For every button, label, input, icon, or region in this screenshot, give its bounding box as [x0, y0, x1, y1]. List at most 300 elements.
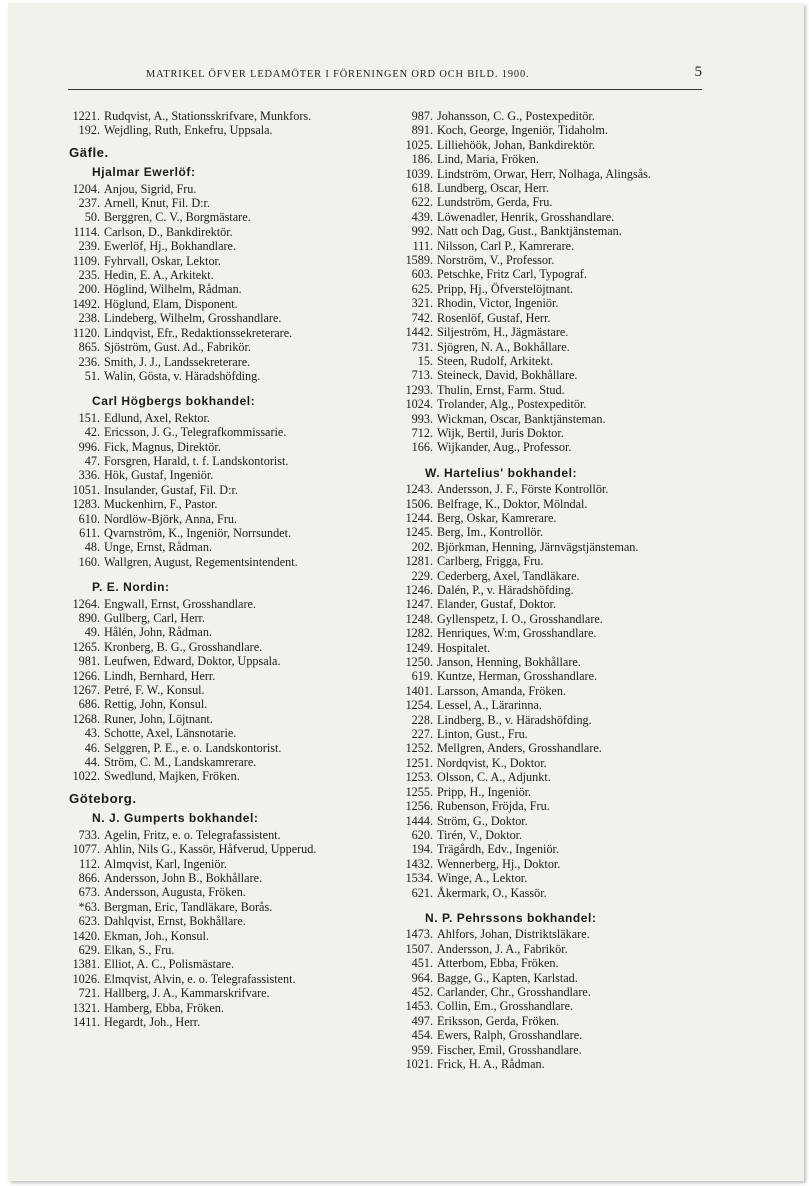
member-number: 111.	[412, 238, 433, 253]
member-name: Rubenson, Fröjda, Fru.	[437, 799, 550, 814]
member-name: Löwenadler, Henrik, Grosshandlare.	[437, 209, 615, 224]
member-entry	[402, 383, 702, 397]
member-number: 866.	[78, 870, 100, 885]
member-name: Rhodin, Victor, Ingeniör.	[437, 296, 559, 311]
member-entry	[402, 1043, 702, 1057]
member-entry	[402, 942, 702, 956]
member-entry	[402, 1014, 702, 1028]
member-number: 1401.	[405, 683, 433, 698]
member-entry	[69, 697, 374, 711]
member-entry	[69, 196, 374, 210]
member-entry	[69, 369, 374, 383]
member-name: Carlander, Chr., Grosshandlare.	[437, 984, 591, 999]
bookshop-heading: P. E. Nordin:	[92, 580, 170, 595]
member-number: 1025.	[405, 137, 433, 152]
member-name: Lindqvist, Efr., Redaktionssekreterare.	[104, 325, 293, 340]
member-entry	[69, 755, 374, 769]
member-entry	[402, 597, 702, 611]
member-name: Carlson, D., Bankdirektör.	[104, 224, 233, 239]
member-number: 959.	[411, 1042, 433, 1057]
member-entry	[69, 182, 374, 196]
member-entry	[402, 886, 702, 900]
member-name: Frick, H. A., Rådman.	[437, 1057, 545, 1071]
member-name: Kuntze, Herman, Grosshandlare.	[437, 669, 598, 684]
member-name: Lindeberg, Wilhelm, Grosshandlare.	[104, 311, 282, 326]
member-name: Lindström, Orwar, Herr, Nolhaga, Alingsås.	[437, 166, 651, 181]
member-name: Berg, Oskar, Kamrerare.	[437, 510, 557, 525]
member-number: 1021.	[405, 1057, 433, 1071]
member-number: 620.	[411, 827, 433, 842]
member-name: Fyhrvall, Oskar, Lektor.	[104, 253, 221, 268]
member-number: 610.	[78, 511, 100, 526]
member-name: Henriques, W:m, Grosshandlare.	[437, 626, 597, 641]
member-number: 673.	[78, 885, 100, 900]
member-number: 1267.	[72, 683, 100, 698]
member-name: Eriksson, Gerda, Fröken.	[437, 1013, 560, 1028]
member-name: Tirén, V., Doktor.	[437, 827, 523, 842]
member-entry	[402, 871, 702, 885]
member-entry	[402, 583, 702, 597]
member-number: 1251.	[405, 755, 433, 770]
member-number: 321.	[411, 296, 433, 311]
member-entry	[69, 625, 374, 639]
member-number: 151.	[78, 410, 100, 425]
member-number: 50.	[84, 210, 100, 225]
member-name: Arnell, Knut, Fil. D:r.	[104, 196, 210, 211]
member-name: Ström, G., Doktor.	[437, 813, 528, 828]
member-name: Trolander, Alg., Postexpeditör.	[437, 397, 587, 412]
member-entry	[402, 482, 702, 496]
member-entry	[69, 957, 374, 971]
member-number: 235.	[78, 268, 100, 283]
member-name: Höglind, Wilhelm, Rådman.	[104, 282, 242, 297]
member-entry	[69, 986, 374, 1000]
member-name: Larsson, Amanda, Fröken.	[437, 683, 566, 698]
member-number: 1507.	[405, 941, 433, 956]
right-column	[402, 109, 702, 1071]
member-name: Cederberg, Axel, Tandläkare.	[437, 568, 580, 583]
member-name: Elmqvist, Alvin, e. o. Telegrafassistent.	[104, 971, 296, 986]
member-name: Steen, Rudolf, Arkitekt.	[437, 353, 554, 368]
member-entry	[402, 282, 702, 296]
member-number: 439.	[411, 209, 433, 224]
member-number: 1109.	[73, 253, 100, 268]
member-number: 1256.	[405, 799, 433, 814]
member-number: 686.	[78, 697, 100, 712]
member-number: 43.	[84, 726, 100, 741]
member-entry	[69, 769, 374, 783]
member-name: Ericsson, J. G., Telegrafkommissarie.	[104, 425, 287, 440]
member-name: Rudqvist, A., Stationsskrifvare, Munkfors.	[104, 109, 312, 123]
member-name: Fick, Magnus, Direktör.	[104, 439, 221, 454]
member-entry	[402, 181, 702, 195]
member-entry	[69, 425, 374, 439]
member-number: 1051.	[72, 482, 100, 497]
member-entry	[402, 340, 702, 354]
member-number: 1253.	[405, 770, 433, 785]
member-entry	[69, 726, 374, 740]
member-number: 47.	[84, 453, 100, 468]
member-name: Norström, V., Professor.	[437, 253, 555, 268]
member-number: 865.	[78, 340, 100, 355]
member-name: Steineck, David, Bokhållare.	[437, 368, 578, 383]
member-entry	[69, 1001, 374, 1015]
member-name: Nordlöw-Björk, Anna, Fru.	[104, 511, 238, 526]
member-number: 731.	[411, 339, 433, 354]
member-entry	[69, 512, 374, 526]
member-number: 964.	[411, 970, 433, 985]
member-entry	[69, 355, 374, 369]
member-number: 1255.	[405, 784, 433, 799]
member-number: 1221.	[72, 109, 100, 123]
member-entry	[69, 741, 374, 755]
member-name: Schotte, Axel, Länsnotarie.	[104, 726, 237, 741]
member-entry	[402, 210, 702, 224]
member-entry	[69, 885, 374, 899]
member-number: 1589.	[405, 253, 433, 268]
member-number: 452.	[411, 984, 433, 999]
member-entry	[69, 611, 374, 625]
member-name: Lundberg, Oscar, Herr.	[437, 181, 549, 196]
member-name: Hallberg, J. A., Kammarskrifvare.	[104, 986, 270, 1001]
member-name: Agelin, Fritz, e. o. Telegrafassistent.	[104, 827, 281, 842]
member-name: Ewerlöf, Hj., Bokhandlare.	[104, 239, 236, 254]
member-number: 236.	[78, 354, 100, 369]
member-name: Walin, Gösta, v. Häradshöfding.	[104, 368, 261, 383]
member-name: Gullberg, Carl, Herr.	[104, 611, 205, 625]
member-number: 336.	[78, 468, 100, 483]
member-number: 166.	[411, 440, 433, 455]
member-name: Forsgren, Harald, t. f. Landskontorist.	[104, 453, 289, 468]
member-name: Elliot, A. C., Polismästare.	[104, 957, 234, 972]
member-name: Sjöström, Gust. Ad., Fabrikör.	[104, 340, 251, 355]
member-number: 1381.	[72, 957, 100, 972]
member-name: Thulin, Ernst, Farm. Stud.	[437, 382, 565, 397]
member-entry	[402, 397, 702, 411]
member-entry	[69, 468, 374, 482]
member-name: Siljeström, H., Jägmästare.	[437, 325, 569, 340]
member-entry	[402, 641, 702, 655]
member-name: Olsson, C. A., Adjunkt.	[437, 770, 551, 785]
member-number: 1250.	[405, 655, 433, 670]
member-name: Lind, Maria, Fröken.	[437, 152, 539, 167]
member-name: Andersson, J. F., Förste Kontrollör.	[437, 482, 609, 497]
member-entry	[402, 684, 702, 698]
member-entry	[69, 340, 374, 354]
member-name: Ekman, Joh., Konsul.	[104, 928, 209, 943]
bookshop-heading: N. P. Pehrssons bokhandel:	[425, 910, 597, 925]
member-entry	[402, 999, 702, 1013]
member-name: Carlberg, Frigga, Fru.	[437, 554, 544, 569]
member-number: 1492.	[72, 296, 100, 311]
member-entry	[402, 195, 702, 209]
member-number: 1120.	[73, 325, 100, 340]
member-name: Fischer, Emil, Grosshandlare.	[437, 1042, 582, 1057]
member-entry	[69, 210, 374, 224]
member-number: 48.	[84, 540, 100, 555]
member-name: Andersson, J. A., Fabrikör.	[437, 941, 568, 956]
member-name: Hök, Gustaf, Ingeniör.	[104, 468, 214, 483]
member-number: 890.	[78, 611, 100, 625]
member-name: Wickman, Oscar, Banktjänsteman.	[437, 411, 606, 426]
member-number: 1281.	[405, 554, 433, 569]
member-name: Muckenhirn, F., Pastor.	[104, 497, 218, 512]
member-name: Smith, J. J., Landssekreterare.	[104, 354, 251, 369]
bookshop-heading: N. J. Gumperts bokhandel:	[92, 811, 259, 826]
member-number: 623.	[78, 914, 100, 929]
member-number: 1420.	[72, 928, 100, 943]
member-name: Koch, George, Ingeniör, Tidaholm.	[437, 123, 608, 138]
member-name: Runer, John, Löjtnant.	[104, 711, 213, 726]
member-entry	[402, 956, 702, 970]
member-number: 1268.	[72, 711, 100, 726]
member-name: Wijkander, Aug., Professor.	[437, 440, 572, 455]
member-number: 1246.	[405, 583, 433, 597]
member-entry	[69, 282, 374, 296]
member-entry	[402, 741, 702, 755]
member-number: 451.	[411, 956, 433, 971]
member-name: Nordqvist, K., Doktor.	[437, 755, 547, 770]
member-entry	[69, 669, 374, 683]
member-entry	[402, 1057, 702, 1071]
member-entry	[69, 828, 374, 842]
member-entry	[402, 354, 702, 368]
member-entry	[402, 525, 702, 539]
member-entry	[402, 109, 702, 123]
member-number: 622.	[411, 195, 433, 210]
member-name: Swedlund, Majken, Fröken.	[104, 769, 240, 784]
member-name: Höglund, Elam, Disponent.	[104, 296, 238, 311]
member-number: 228.	[411, 712, 433, 727]
member-entry	[402, 540, 702, 554]
member-entry	[402, 655, 702, 669]
member-name: Ahlin, Nils G., Kassör, Håfverud, Upperud.	[104, 842, 317, 857]
member-name: Lindh, Bernhard, Herr.	[104, 668, 216, 683]
member-name: Trägårdh, Edv., Ingeniör.	[437, 842, 559, 857]
member-entry	[69, 326, 374, 340]
member-name: Insulander, Gustaf, Fil. D:r.	[104, 482, 238, 497]
member-name: Leufwen, Edward, Doktor, Uppsala.	[104, 654, 281, 669]
member-name: Wennerberg, Hj., Doktor.	[437, 856, 561, 871]
member-name: Hedin, E. A., Arkitekt.	[104, 268, 214, 283]
member-number: 237.	[78, 196, 100, 211]
member-number: 202.	[411, 539, 433, 554]
bookshop-heading: Carl Högbergs bokhandel:	[92, 394, 256, 409]
member-entry	[69, 914, 374, 928]
member-number: 629.	[78, 942, 100, 957]
member-entry	[402, 368, 702, 382]
member-entry	[69, 842, 374, 856]
document-page	[8, 3, 804, 1181]
member-entry	[402, 311, 702, 325]
member-number: 1283.	[72, 497, 100, 512]
member-number: 721.	[78, 986, 100, 1001]
member-number: 1432.	[405, 856, 433, 871]
member-number: 51.	[84, 368, 100, 383]
member-number: 42.	[84, 425, 100, 440]
member-name: Petschke, Fritz Carl, Typograf.	[437, 267, 587, 282]
member-number: 229.	[411, 568, 433, 583]
member-entry	[402, 267, 702, 281]
member-name: Elander, Gustaf, Doktor.	[437, 597, 556, 612]
member-entry	[402, 785, 702, 799]
member-entry	[402, 971, 702, 985]
member-number: 1411.	[73, 1014, 100, 1029]
member-number: 1264.	[72, 596, 100, 611]
member-name: Ström, C. M., Landskamrerare.	[104, 755, 257, 770]
member-entry	[402, 985, 702, 999]
member-number: 46.	[84, 740, 100, 755]
member-entry	[402, 828, 702, 842]
member-number: 497.	[411, 1013, 433, 1028]
member-entry	[402, 426, 702, 440]
member-entry	[402, 138, 702, 152]
member-number: 200.	[78, 282, 100, 297]
member-entry	[402, 857, 702, 871]
member-entry	[402, 713, 702, 727]
member-entry	[402, 727, 702, 741]
member-entry	[402, 152, 702, 166]
member-number: 993.	[411, 411, 433, 426]
member-name: Belfrage, K., Doktor, Mölndal.	[437, 496, 588, 511]
member-entry	[69, 268, 374, 282]
member-number: 1444.	[405, 813, 433, 828]
member-entry	[402, 927, 702, 941]
member-name: Dalén, P., v. Häradshöfding.	[437, 583, 574, 597]
member-number: 713.	[411, 368, 433, 383]
member-number: 1534.	[405, 871, 433, 886]
member-name: Dahlqvist, Ernst, Bokhållare.	[104, 914, 246, 929]
member-entry	[402, 626, 702, 640]
member-number: 454.	[411, 1028, 433, 1043]
member-number: 621.	[411, 885, 433, 900]
member-entry	[69, 540, 374, 554]
member-name: Lindberg, B., v. Häradshöfding.	[437, 712, 592, 727]
member-entry	[402, 799, 702, 813]
member-number: 1039.	[405, 166, 433, 181]
member-name: Hålén, John, Rådman.	[104, 625, 212, 640]
member-number: 1293.	[405, 382, 433, 397]
member-entry	[69, 109, 374, 123]
member-entry	[69, 640, 374, 654]
member-number: 186.	[411, 152, 433, 167]
member-name: Pripp, Hj., Öfverstelöjtnant.	[437, 281, 574, 296]
member-number: 1026.	[72, 971, 100, 986]
city-heading: Göteborg.	[69, 790, 137, 806]
member-number: 1266.	[72, 668, 100, 683]
member-name: Engwall, Ernst, Grosshandlare.	[104, 596, 256, 611]
member-number: 227.	[411, 727, 433, 742]
member-entry	[69, 654, 374, 668]
member-entry	[69, 712, 374, 726]
member-entry	[69, 526, 374, 540]
member-entry	[402, 325, 702, 339]
member-entry	[402, 440, 702, 454]
member-number: 1114.	[73, 224, 100, 239]
member-entry	[402, 497, 702, 511]
page-number: 5	[694, 64, 702, 80]
member-name: Wijk, Bertil, Juris Doktor.	[437, 425, 564, 440]
member-entry	[402, 1028, 702, 1042]
member-name: Linton, Gust., Fru.	[437, 727, 528, 742]
member-number: 1244.	[405, 510, 433, 525]
member-number: 1254.	[405, 698, 433, 713]
member-entry	[69, 497, 374, 511]
member-name: Berg, Im., Kontrollör.	[437, 525, 544, 540]
member-entry	[402, 569, 702, 583]
member-entry	[69, 857, 374, 871]
member-name: Collin, Em., Grosshandlare.	[437, 999, 574, 1014]
member-name: Anjou, Sigrid, Fru.	[104, 181, 197, 196]
member-name: Natt och Dag, Gust., Banktjänsteman.	[437, 224, 622, 239]
member-name: Hamberg, Ebba, Fröken.	[104, 1000, 224, 1015]
member-name: Bagge, G., Kapten, Karlstad.	[437, 970, 578, 985]
member-entry	[69, 972, 374, 986]
member-number: 1249.	[405, 640, 433, 655]
bookshop-heading: W. Hartelius' bokhandel:	[425, 465, 578, 480]
member-name: Andersson, Augusta, Fröken.	[104, 885, 246, 900]
member-number: 1077.	[72, 842, 100, 857]
member-number: *63.	[78, 899, 100, 914]
member-number: 742.	[411, 310, 433, 325]
member-number: 1321.	[72, 1000, 100, 1015]
member-number: 712.	[411, 425, 433, 440]
member-name: Wallgren, August, Regementsintendent.	[104, 554, 298, 569]
member-number: 1473.	[405, 927, 433, 942]
member-number: 160.	[78, 554, 100, 569]
member-number: 1282.	[405, 626, 433, 641]
member-entry	[69, 1015, 374, 1029]
member-name: Johansson, C. G., Postexpeditör.	[437, 109, 595, 123]
member-name: Wejdling, Ruth, Enkefru, Uppsala.	[104, 123, 273, 138]
city-heading: Gäfle.	[69, 144, 109, 160]
member-name: Kronberg, B. G., Grosshandlare.	[104, 639, 263, 654]
member-name: Winge, A., Lektor.	[437, 871, 528, 886]
member-entry	[69, 225, 374, 239]
member-name: Andersson, John B., Bokhållare.	[104, 870, 263, 885]
member-number: 625.	[411, 281, 433, 296]
member-number: 1506.	[405, 496, 433, 511]
member-number: 981.	[78, 654, 100, 669]
member-number: 192.	[78, 123, 100, 138]
member-number: 891.	[411, 123, 433, 138]
member-name: Elkan, S., Fru.	[104, 942, 175, 957]
member-entry	[402, 296, 702, 310]
member-entry	[69, 254, 374, 268]
member-name: Rosenlöf, Gustaf, Herr.	[437, 310, 551, 325]
running-header	[68, 64, 702, 90]
member-name: Ahlfors, Johan, Distriktsläkare.	[437, 927, 590, 942]
member-name: Selggren, P. E., e. o. Landskontorist.	[104, 740, 282, 755]
member-entry	[402, 669, 702, 683]
member-number: 1248.	[405, 611, 433, 626]
member-entry	[69, 929, 374, 943]
member-entry	[402, 842, 702, 856]
member-entry	[402, 511, 702, 525]
member-name: Janson, Henning, Bokhållare.	[437, 655, 581, 670]
member-entry	[402, 698, 702, 712]
member-entry	[69, 123, 374, 137]
member-name: Hegardt, Joh., Herr.	[104, 1014, 201, 1029]
member-number: 1247.	[405, 597, 433, 612]
member-name: Nilsson, Carl P., Kamrerare.	[437, 238, 575, 253]
member-name: Rettig, John, Konsul.	[104, 697, 208, 712]
member-entry	[402, 412, 702, 426]
member-number: 49.	[84, 625, 100, 640]
member-number: 1204.	[72, 181, 100, 196]
member-number: 238.	[78, 311, 100, 326]
member-name: Lessel, A., Lärarinna.	[437, 698, 542, 713]
